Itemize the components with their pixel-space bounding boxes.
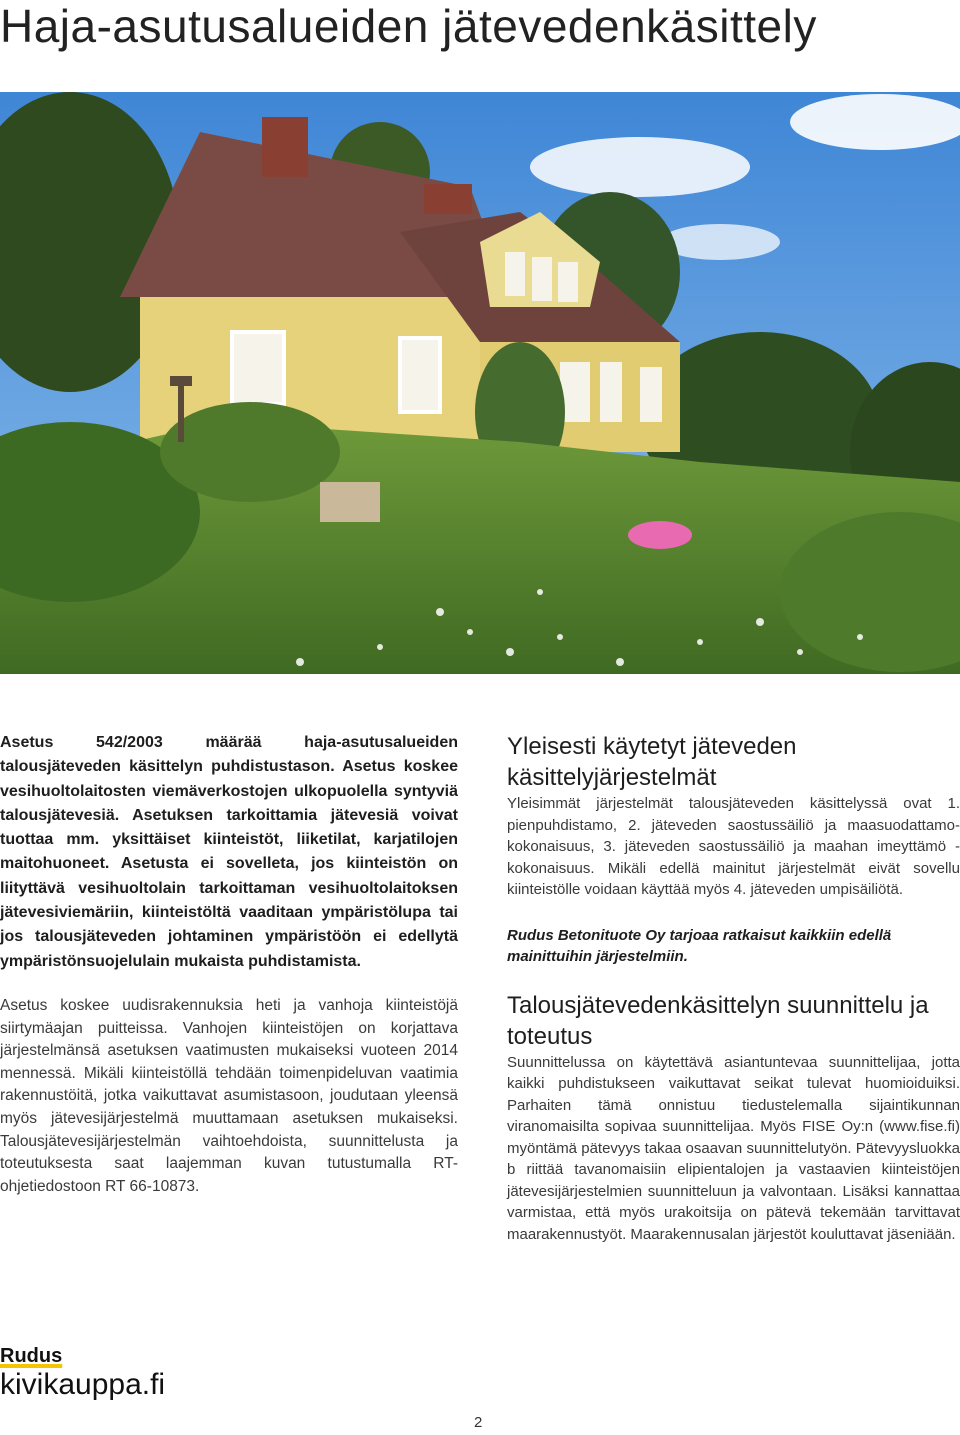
house-photo — [0, 92, 960, 674]
planning-paragraph: Suunnittelussa on käytettävä asiantuntevaa suunnittelijaa, jotta kaikki puhdistukseen vaikuttavat seikat tulevat huomioiduiksi. Parhaiten tämä onnistuu tiedustelemalla sijaintikunnan viranomaisilta sopivaa suunnittelijaa. Myös FISE Oy:n (www.fise.fi) myöntämä pätevyys takaa osaavan suunnittelutyön. Pätevyysluokka b riittää tavanomaisiin elipientalojen ja vastaavien kiinteistöjen jätevesijärjestelmien suunnitteluun ja valvontaan. Lisäksi kannattaa varmistaa, että myös urakoitsija on pätevä tekemään tarvittavat maarakennustyöt. Maarakennusalan järjestöt kouluttavat jäseniään. — [507, 1053, 960, 1243]
body-paragraph: Asetus koskee uudisrakennuksia heti ja vanhoja kiinteistöjä siirtymäajan puitteissa. Vanhojen kiinteistöjen on korjattava järjestelmänsä asetuksen vaatimusten mukaiseksi vuoteen 2014 mennessä. Mikäli kiinteistöllä tehdään toimenpideluvan vaatimia rakennustöitä, jotka vaikuttavat asumistasoon, joudutaan yleensä myös jätevesijärjestelmä muuttamaan asetuksen mukaiseksi. Talousjätevesijärjestelmän vaihtoehdoista, suunnittelusta ja toteutuksesta saat laajemman kuvan tutustumalla RT-ohjetiedostoon RT 66-10873. — [0, 996, 458, 1195]
lead-paragraph: Asetus 542/2003 määrää haja-asutusalueiden talousjäteveden käsittelyn puhdistustason. Asetus koskee vesihuoltolaitosten viemäverkostojen ulkopuolella syntyviä talousjätevesiä. Asetuksen tarkoittamia jätevesiä voivat tuottaa mm. yksittäiset kiinteistöt, liiketilat, karjatilojen maitohuoneet. Asetusta ei sovelleta, jos kiinteistön on liityttävä vesihuoltolain tarkoittaman vesihuoltolaitoksen jätevesiviemäriin, kiinteistöltä vaaditaan ympäristölupa tai jos talousjäteveden johtaminen ympäristöön ei edellytä ympäristönsuojelulain mukaista puhdistamista. — [0, 734, 458, 970]
systems-paragraph: Yleisimmät järjestelmät talousjäteveden käsittelyssä ovat 1. pienpuhdistamo, 2. jäteveden saostussäiliö ja maasuodattamo-kokonaisuus, 3. jäteveden saostussäiliö ja maahan imeyttämö -kokonaisuus. Mikäli edellä mainitut järjestelmät eivät sovellu kiinteistölle voidaan käyttää myös 4. jäteveden umpisäiliötä. — [507, 795, 960, 898]
site-link[interactable]: kivikauppa.fi — [0, 1368, 166, 1401]
section-heading-planning: Talousjätevedenkäsittelyn suunnittelu ja toteutus — [507, 991, 929, 1050]
left-column — [0, 731, 458, 1198]
rudus-logo: Rudus — [0, 1345, 63, 1367]
page-title: Haja-asutusalueiden jätevedenkäsittely — [0, 0, 817, 52]
right-column — [507, 731, 960, 1245]
section-heading-systems: Yleisesti käytetyt jäteveden käsittelyjärjestelmät — [507, 733, 797, 791]
rudus-offer-paragraph: Rudus Betonituote Oy tarjoaa ratkaisut kaikkiin edellä mainittuihin järjestelmiin. — [507, 926, 892, 965]
page-number: 2 — [474, 1414, 483, 1431]
